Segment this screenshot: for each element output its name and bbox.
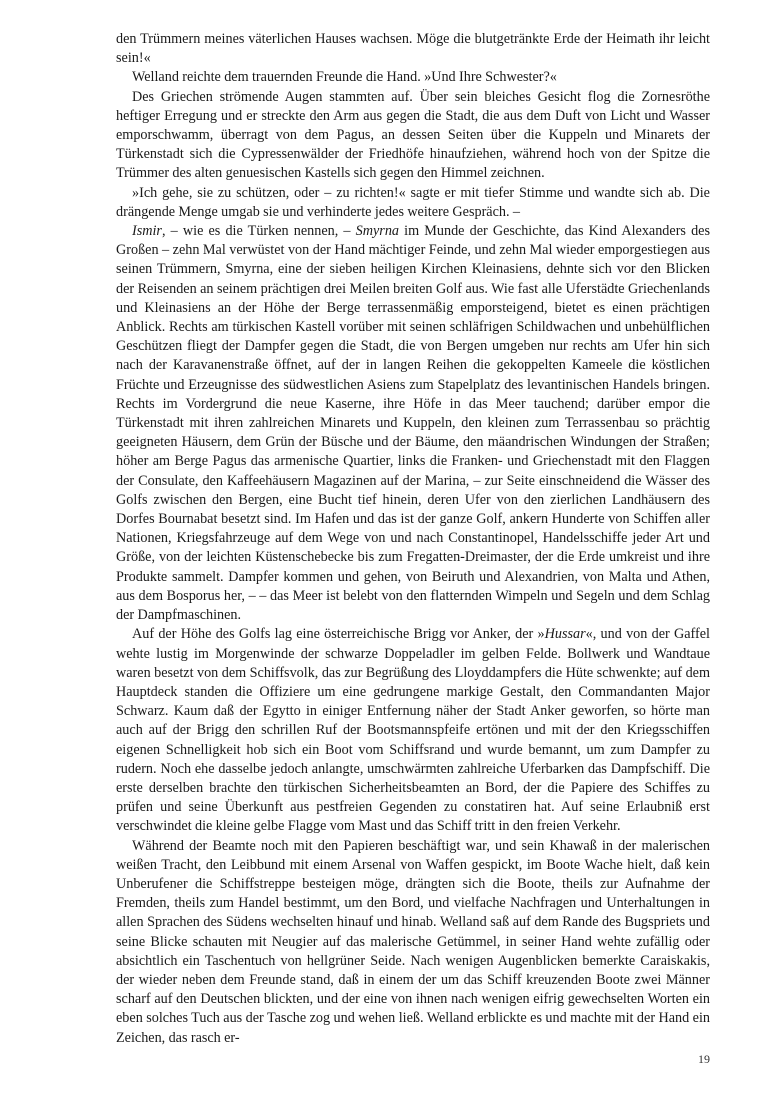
paragraph-7: Während der Beamte noch mit den Papieren beschäftigt war, und sein Khawaß in der malerischen weißen Tracht, den Leibbund mit einem Arsenal von Waffen gespickt, im Boote Wache hielt, daß kein Unberufener die Schiffstreppe besteigen möge, drängten sich die Boote, theils zur Aufnahme der Fremden, theils zum Handel bestimmt, um den Bord, und vielfache Nachfragen und Unterhaltungen in allen Sprachen des Südens wechselten hinauf und hinab. Welland saß auf dem Rande des Bugspriets und seine Blicke schauten mit Neugier auf das malerische Getümmel, in seiner Hand wehte zufällig oder absichtlich ein Taschentuch von hellgrüner Seide. Nach wenigen Augenblicken bemerkte Caraiskakis, der wieder neben dem Freunde stand, daß in einem der um das Schiff kreuzenden Boote zwei Männer scharf auf den Deutschen blickten, und der eine von ihnen nach wenigen eifrig gewechselten Worten ein eben solches Tuch aus der Tasche zog und wehen ließ. Welland erblickte es und machte mit der Hand ein Zeichen, das rasch er- (116, 837, 710, 1046)
paragraph-5 (116, 222, 710, 625)
paragraph-6-body: «, und von der Gaffel wehte lustig im Morgenwinde der schwarze Doppeladler im gelben Felde. Bollwerk und Wandtaue waren besetzt von dem Schiffsvolk, das zur Begrüßung des Lloyddampfers die Hüte schwenkte; auf dem Hauptdeck standen die Offiziere um eine gedrungene markige Gestalt, den Commandanten Major Schwarz. Kaum daß der Egytto in einiger Entfernung näher der Stadt Anker geworfen, so hörte man auch auf der Brigg den schrillen Ruf der Bootsmannspfeife ertönen und mit der den Kriegsschiffen eigenen Schnelligkeit hob sich ein Boot vom Schiffsrand und wurde bemannt, um zum Dampfer zu rudern. Noch ehe dasselbe jedoch anlangte, umschwärmten zahlreiche Uferbarken das Dampfschiff. Die erste derselben brachte den türkischen Sicherheitsbeamten an Bord, der die Papiere des Schiffes zu prüfen und seine Überkunft aus pestfreien Gegenden zu constatiren hat. Auf seine Erlaubniß erst verschwindet die kleine gelbe Flagge vom Mast und das Schiff tritt in den freien Verkehr. (116, 626, 710, 835)
italic-ismir: Ismir (132, 223, 162, 240)
paragraph-4: »Ich gehe, sie zu schützen, oder – zu richten!« sagte er mit tiefer Stimme und wandte sich ab. Die drängende Menge umgab sie und verhinderte jedes weitere Gespräch. – (116, 184, 710, 220)
italic-smyrna: Smyrna (355, 223, 400, 240)
paragraph-2: Welland reichte dem trauernden Freunde die Hand. »Und Ihre Schwester?« (132, 69, 557, 86)
italic-hussar: Hussar (544, 626, 586, 643)
paragraph-1: den Trümmern meines väterlichen Hauses wachsen. Möge die blutgetränkte Erde der Heimath ihr leicht sein!« (116, 31, 710, 67)
paragraph-6-intro: Auf der Höhe des Golfs lag eine österreichische Brigg vor Anker, der » (132, 626, 545, 643)
paragraph-3: Des Griechen strömende Augen stammten auf. Über sein bleiches Gesicht flog die Zornesröthe heftiger Erregung und er streckte den Arm aus gegen die Stadt, die aus dem Duft von Licht und Wasser emporschwamm, überragt von dem Pagus, an dessen Seiten über die Kuppeln und Minarets der Türkenstadt sich die Cypressenwälder der Friedhöfe hinaufziehen, während hoch von der Spitze die Trümmer des alten genuesischen Kastells sich gegen den Himmel zeichnen. (116, 88, 710, 182)
page-number: 19 (698, 1052, 710, 1066)
paragraph-6 (116, 625, 710, 836)
lead-connector: , – wie es die Türken nennen, – (161, 223, 351, 240)
book-page-text (116, 30, 710, 1048)
paragraph-5-body: im Munde der Geschichte, das Kind Alexanders des Großen – zehn Mal verwüstet von der Hand mächtiger Feinde, und zehn Mal wieder emporgestiegen aus seinen Trümmern, Smyrna, eine der sieben heiligen Kirchen Kleinasiens, dehnte sich vor den Blicken der Reisenden an seinem prächtigen drei Meilen breiten Golf aus. Wie fast alle Uferstädte Griechenlands und Kleinasiens an der Höhe der Berge terrassenmäßig emporsteigend, bietet es einen prächtigen Anblick. Rechts am türkischen Kastell vorüber mit seinen schläfrigen Schildwachen und unbehülflichen Geschützen fliegt der Dampfer gegen die Stadt, die von Bergen umgeben nur rechts am Ufer hin sich nach der Karavanenstraße öffnet, auf der in langen Reihen die gekoppelten Kameele die köstlichen Früchte und Erzeugnisse des südwestlichen Asiens zum Stapelplatz des levantinischen Handels bringen. Rechts im Vordergrund die neue Kaserne, ihre Höfe in das Meer tauchend; darüber empor die Türkenstadt mit ihren zahlreichen Minarets und Kuppeln, den kleinen zum Terrassenbau so prächtig geeigneten Häusern, dem Grün der Büsche und der Bäume, den mäandrischen Windungen der Straßen; höher am Berge Pagus das armenische Quartier, links die Franken- und Griechenstadt mit den Flaggen der Consulate, den Kaffeehäusern Magazinen auf der Marina, – zur Seite einschneidend die Wässer des Golfs zwischen den Bergen, eine Bucht tief hinein, deren Ufer von den zierlichen Landhäusern des Dorfes Bournabat besetzt sind. Im Hafen und das ist der ganze Golf, ankern Hunderte von Schiffen aller Nationen, Kriegsfahrzeuge auf dem Wege von und nach Constantinopel, Handelsschiffe jeder Art und Größe, von der leichten Küstenschebecke bis zum Fregatten-Dreimaster, der die Erde umkreist und ihre Produkte sammelt. Dampfer kommen und gehen, von Beiruth und Alexandrien, von Malta und Athen, aus dem Bosporus her, – – das Meer ist belebt von den flatternden Wimpeln und Segeln und dem Schlag der Dampfmaschinen. (116, 223, 710, 624)
